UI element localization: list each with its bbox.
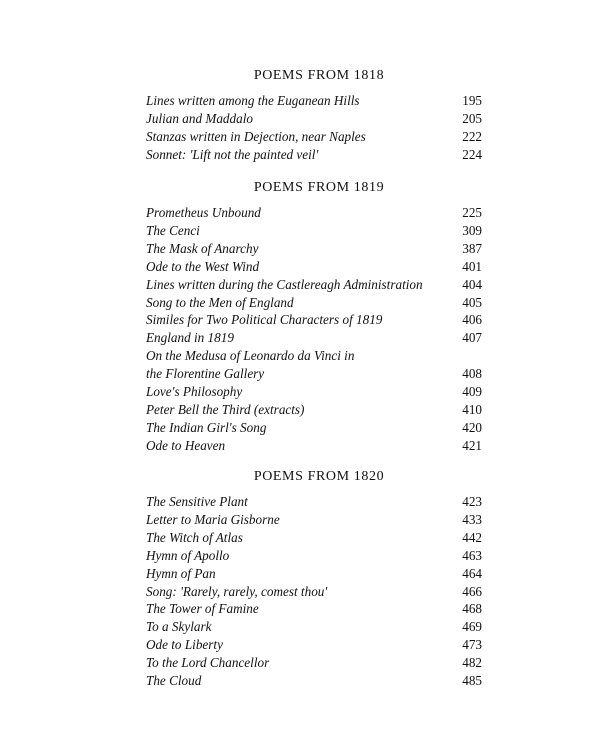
entry-title: Ode to the West Wind — [146, 258, 260, 274]
entry-title: Ode to Heaven — [146, 437, 226, 453]
entry-page: 222 — [462, 128, 482, 144]
toc-entry[interactable] — [146, 565, 482, 583]
toc-entry[interactable] — [146, 347, 482, 383]
entry-page: 387 — [462, 240, 482, 256]
entry-title: Lines written among the Euganean Hills — [146, 93, 360, 108]
entry-page: 195 — [462, 93, 482, 108]
entry-page: 464 — [462, 565, 482, 581]
toc-entry[interactable] — [146, 146, 482, 164]
entry-page: 225 — [462, 205, 482, 220]
toc-entry[interactable] — [146, 583, 482, 601]
entry-title: Song: 'Rarely, rarely, comest thou' — [146, 583, 328, 599]
toc-entry[interactable] — [146, 437, 482, 455]
section-1820 — [146, 467, 482, 690]
toc-entry[interactable] — [146, 240, 482, 258]
entry-title: Julian and Maddalo — [146, 110, 253, 126]
entry-title: The Indian Girl's Song — [146, 419, 267, 435]
toc-entry[interactable] — [146, 258, 482, 276]
section-title: POEMS FROM 1820 — [253, 469, 385, 484]
entry-title: Love's Philosophy — [146, 384, 243, 400]
toc-entry[interactable] — [146, 276, 482, 294]
entry-title: Song to the Men of England — [146, 294, 294, 310]
entry-title: Prometheus Unbound — [146, 205, 261, 220]
entry-title: Hymn of Apollo — [146, 547, 230, 563]
toc-entry[interactable] — [146, 600, 482, 618]
entry-title: The Witch of Atlas — [146, 529, 243, 545]
entry-page: 485 — [462, 673, 482, 689]
entry-title: The Cloud — [146, 673, 202, 689]
entry-title: Hymn of Pan — [146, 565, 216, 581]
entry-title: Lines written during the Castlereagh Administration — [146, 276, 423, 292]
entry-page: 463 — [462, 547, 482, 563]
entry-title: The Mask of Anarchy — [146, 240, 259, 256]
entry-title: Similes for Two Political Characters of 1819 — [146, 312, 383, 328]
entry-title: Stanzas written in Dejection, near Naples — [146, 128, 366, 144]
entry-page: 421 — [462, 437, 482, 453]
entry-page: 468 — [462, 601, 482, 617]
entry-page: 405 — [462, 294, 482, 310]
entry-page: 473 — [462, 637, 482, 653]
toc-entry[interactable] — [146, 311, 482, 329]
entry-title: Ode to Liberty — [146, 637, 223, 653]
entry-title: To a Skylark — [146, 619, 212, 635]
toc-entry[interactable] — [146, 92, 482, 110]
entry-page: 407 — [462, 330, 482, 346]
entry-title: On the Medusa of Leonardo da Vinci in the Florentine Gallery — [146, 348, 355, 382]
section-title: POEMS FROM 1819 — [253, 180, 385, 195]
toc-entry[interactable] — [146, 128, 482, 146]
toc-entry[interactable] — [146, 419, 482, 437]
section-1819 — [146, 178, 482, 455]
toc-entry[interactable] — [146, 636, 482, 654]
entry-page: 423 — [462, 494, 482, 509]
toc-entry[interactable] — [146, 294, 482, 312]
toc-entry[interactable] — [146, 511, 482, 529]
entry-title: The Sensitive Plant — [146, 494, 248, 509]
toc-entry[interactable] — [146, 547, 482, 565]
toc-entry[interactable] — [146, 383, 482, 401]
entry-page: 309 — [462, 222, 482, 238]
toc-entry[interactable] — [146, 222, 482, 240]
entry-title: Peter Bell the Third (extracts) — [146, 401, 305, 417]
entry-page: 433 — [462, 511, 482, 527]
toc-entry[interactable] — [146, 618, 482, 636]
entry-page: 404 — [462, 276, 482, 292]
entry-page: 205 — [462, 110, 482, 126]
entry-page: 224 — [462, 146, 482, 162]
entry-page: 482 — [462, 655, 482, 671]
entry-page: 466 — [462, 583, 482, 599]
toc-entry[interactable] — [146, 204, 482, 222]
entry-title: To the Lord Chancellor — [146, 655, 270, 671]
entry-title: Sonnet: 'Lift not the painted veil' — [146, 146, 319, 162]
entry-title: The Tower of Famine — [146, 601, 259, 617]
section-title: POEMS FROM 1818 — [253, 68, 385, 83]
toc-entry[interactable] — [146, 529, 482, 547]
entry-page: 420 — [462, 419, 482, 435]
toc-entry[interactable] — [146, 110, 482, 128]
section-1818 — [146, 66, 482, 164]
entry-title: The Cenci — [146, 222, 200, 238]
entry-page: 401 — [462, 258, 482, 274]
entry-page: 410 — [462, 401, 482, 417]
toc-entry[interactable] — [146, 329, 482, 347]
entry-page: 442 — [462, 529, 482, 545]
toc-entry[interactable] — [146, 493, 482, 511]
toc-entry[interactable] — [146, 401, 482, 419]
entry-page: 469 — [462, 619, 482, 635]
entry-page: 408 — [462, 366, 482, 382]
toc-entry[interactable] — [146, 654, 482, 672]
entry-page: 409 — [462, 384, 482, 400]
entry-page: 406 — [462, 312, 482, 328]
entry-title: England in 1819 — [146, 330, 234, 346]
toc-entry[interactable] — [146, 672, 482, 690]
entry-title: Letter to Maria Gisborne — [146, 511, 280, 527]
